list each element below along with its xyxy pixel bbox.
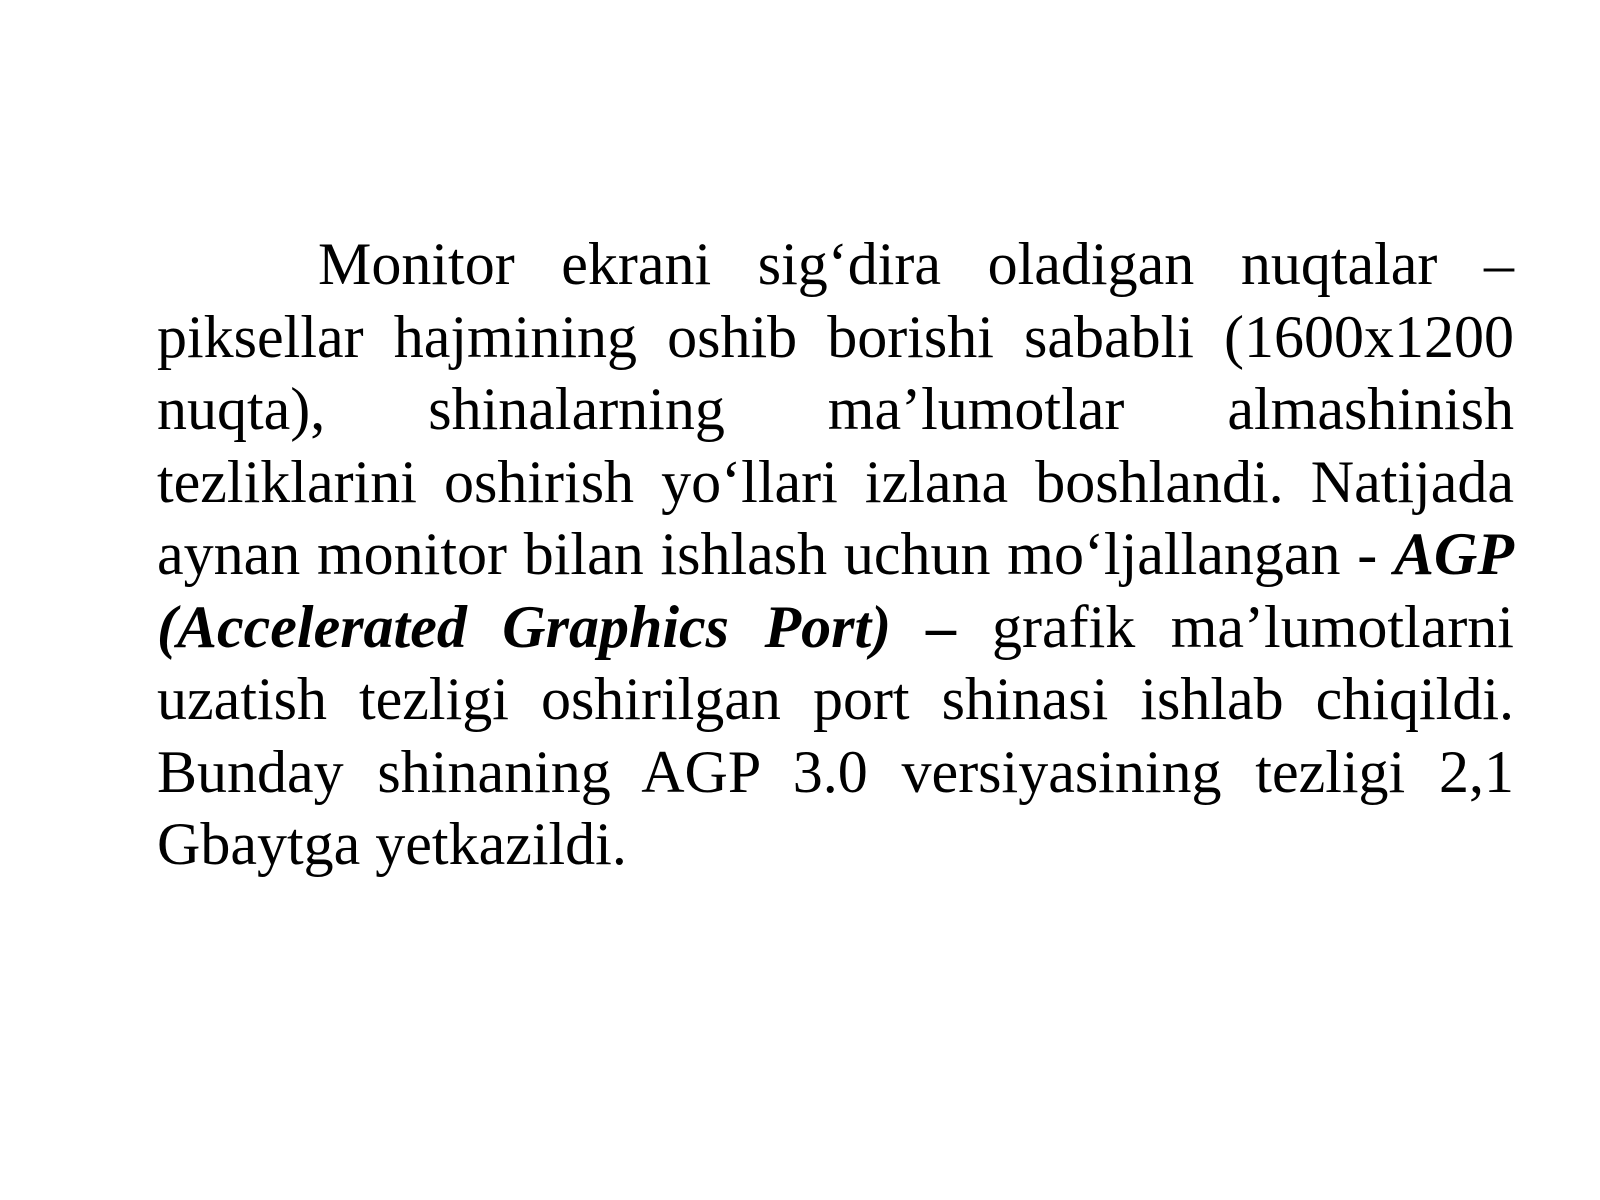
paragraph-text-part-2: grafik ma’lumotlarni uzatish tezligi oshirilgan port shinasi ishlab chiqildi. Bunday shinaning AGP 3.0 versiyasining tezligi 2,1 Gbaytga yetkazildi. [157, 593, 1514, 877]
paragraph-text-part-1: Monitor ekrani sig‘dira oladigan nuqtalar – piksellar hajmining oshib borishi sababli (1600x1200 nuqta), shinalarning ma’lumotlar almashinish tezliklarini oshirish yo‘llari izlana boshlandi. Natijada aynan monitor bilan ishlash uchun mo‘ljallangan - [157, 231, 1514, 587]
body-paragraph [157, 228, 1514, 881]
agp-emphasis: AGP (Accelerated Graphics Port) – [157, 521, 1514, 660]
